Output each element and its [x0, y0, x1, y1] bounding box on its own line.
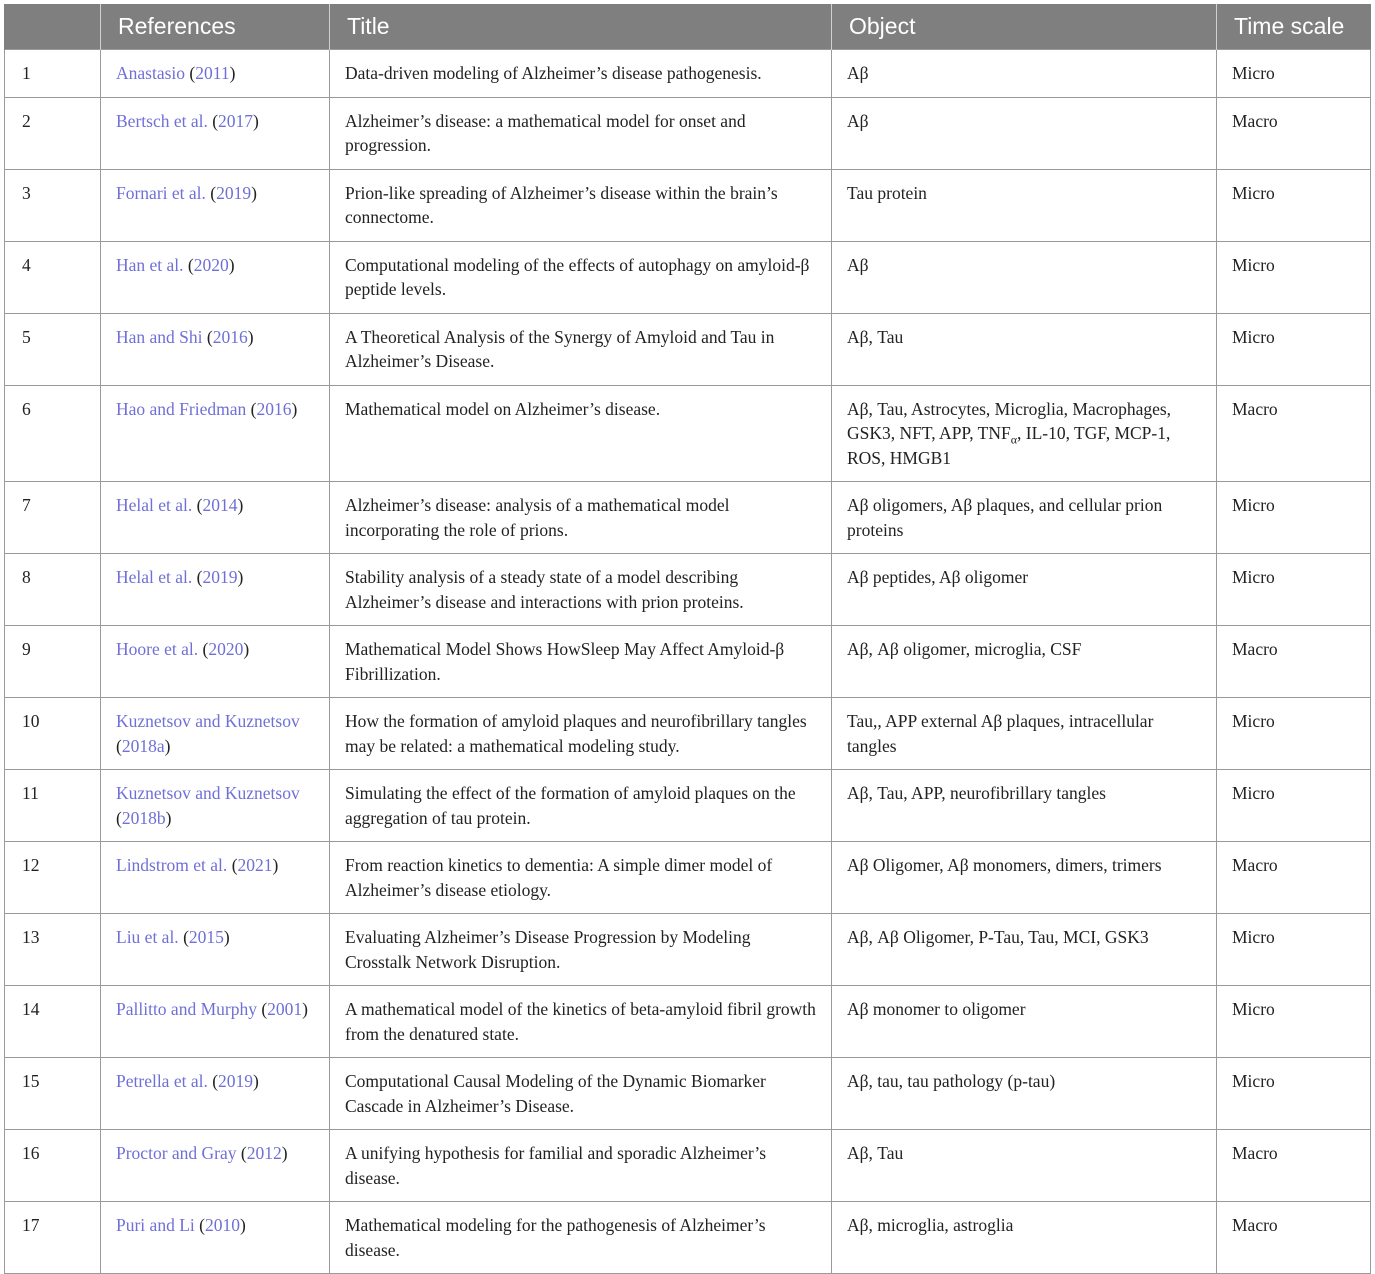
title-cell: Mathematical modeling for the pathogenesis of Alzheimer’s disease.: [330, 1202, 832, 1274]
reference-year-link[interactable]: 2017: [218, 110, 254, 131]
reference-author-link[interactable]: Kuznetsov and Kuznetsov: [116, 711, 300, 731]
table-row: [5, 914, 1371, 986]
reference-author-link[interactable]: Petrella et al.: [116, 1071, 208, 1091]
reference-cell: Bertsch et al. (2017): [101, 97, 330, 169]
title-cell: Alzheimer’s disease: analysis of a mathematical model incorporating the role of prions.: [330, 482, 832, 554]
time-scale-cell: Macro: [1217, 97, 1371, 169]
title-cell: A unifying hypothesis for familial and sporadic Alzheimer’s disease.: [330, 1130, 832, 1202]
time-scale-cell: Micro: [1217, 313, 1371, 385]
reference-author-link[interactable]: Hoore et al.: [116, 639, 199, 659]
reference-cell: Helal et al. (2019): [101, 554, 330, 626]
table-row: [5, 241, 1371, 313]
reference-year-link[interactable]: 2019: [218, 1071, 254, 1091]
object-cell: Aβ peptides, Aβ oligomer: [832, 554, 1217, 626]
title-cell: Mathematical model on Alzheimer’s disease.: [330, 385, 832, 482]
reference-year-link[interactable]: 2016: [256, 398, 292, 419]
title-cell: Simulating the effect of the formation of amyloid plaques on the aggregation of tau protein.: [330, 770, 832, 842]
table-row: [5, 554, 1371, 626]
time-scale-cell: Micro: [1217, 169, 1371, 241]
header-references: References: [101, 4, 330, 50]
reference-year-link[interactable]: 2012: [246, 1143, 282, 1163]
reference-cell: Fornari et al. (2019): [101, 169, 330, 241]
header-time-scale: Time scale: [1217, 4, 1371, 50]
reference-author-link[interactable]: Han et al.: [116, 254, 184, 275]
object-cell: Aβ, Tau: [832, 313, 1217, 385]
reference-cell: Hao and Friedman (2016): [101, 385, 330, 482]
reference-year-link[interactable]: 2018b: [121, 807, 166, 828]
title-cell: Alzheimer’s disease: a mathematical model for onset and progression.: [330, 97, 832, 169]
reference-author-link[interactable]: Lindstrom et al.: [116, 855, 228, 875]
time-scale-cell: Micro: [1217, 482, 1371, 554]
reference-cell: Hoore et al. (2020): [101, 626, 330, 698]
table-row: [5, 1058, 1371, 1130]
reference-year-link[interactable]: 2018a: [121, 735, 165, 756]
reference-cell: Kuznetsov and Kuznetsov (2018a): [101, 698, 330, 770]
row-number: 3: [5, 169, 101, 241]
reference-cell: Pallitto and Murphy (2001): [101, 986, 330, 1058]
reference-year-link[interactable]: 2019: [216, 182, 252, 203]
object-cell: Aβ, Tau: [832, 1130, 1217, 1202]
row-number: 5: [5, 313, 101, 385]
table-row: [5, 770, 1371, 842]
reference-cell: Helal et al. (2014): [101, 482, 330, 554]
reference-author-link[interactable]: Helal et al.: [116, 567, 193, 587]
object-cell: Aβ: [832, 97, 1217, 169]
row-number: 15: [5, 1058, 101, 1130]
reference-author-link[interactable]: Helal et al.: [116, 495, 193, 515]
time-scale-cell: Macro: [1217, 1130, 1371, 1202]
object-cell: Aβ, tau, tau pathology (p-tau): [832, 1058, 1217, 1130]
reference-author-link[interactable]: Han and Shi: [116, 326, 203, 347]
title-cell: Computational modeling of the effects of autophagy on amyloid-β peptide levels.: [330, 241, 832, 313]
table-row: [5, 385, 1371, 482]
header-row: [5, 4, 1371, 50]
row-number: 7: [5, 482, 101, 554]
row-number: 17: [5, 1202, 101, 1274]
object-cell: Aβ oligomers, Aβ plaques, and cellular prion proteins: [832, 482, 1217, 554]
object-cell: Aβ: [832, 241, 1217, 313]
row-number: 14: [5, 986, 101, 1058]
object-cell: Aβ, Aβ oligomer, microglia, CSF: [832, 626, 1217, 698]
time-scale-cell: Micro: [1217, 770, 1371, 842]
reference-year-link[interactable]: 2020: [208, 639, 244, 659]
object-cell: Tau,, APP external Aβ plaques, intracellular tangles: [832, 698, 1217, 770]
object-cell: Aβ, Tau, APP, neurofibrillary tangles: [832, 770, 1217, 842]
table-row: [5, 50, 1371, 98]
title-cell: A mathematical model of the kinetics of beta-amyloid fibril growth from the denatured state.: [330, 986, 832, 1058]
table-row: [5, 1202, 1371, 1274]
table-row: [5, 698, 1371, 770]
row-number: 8: [5, 554, 101, 626]
time-scale-cell: Micro: [1217, 1058, 1371, 1130]
reference-author-link[interactable]: Liu et al.: [116, 927, 179, 947]
reference-cell: Kuznetsov and Kuznetsov (2018b): [101, 770, 330, 842]
table-row: [5, 97, 1371, 169]
header-object: Object: [832, 4, 1217, 50]
table-row: [5, 313, 1371, 385]
reference-year-link[interactable]: 2020: [193, 254, 229, 275]
table-row: [5, 169, 1371, 241]
title-cell: Data-driven modeling of Alzheimer’s disease pathogenesis.: [330, 50, 832, 98]
row-number: 13: [5, 914, 101, 986]
table-row: [5, 842, 1371, 914]
reference-year-link[interactable]: 2001: [267, 999, 303, 1019]
reference-year-link[interactable]: 2021: [237, 855, 273, 875]
header-title: Title: [330, 4, 832, 50]
reference-cell: Lindstrom et al. (2021): [101, 842, 330, 914]
object-cell: Aβ, Aβ Oligomer, P-Tau, Tau, MCI, GSK3: [832, 914, 1217, 986]
title-cell: Evaluating Alzheimer’s Disease Progression by Modeling Crosstalk Network Disruption.: [330, 914, 832, 986]
reference-author-link[interactable]: Proctor and Gray: [116, 1143, 237, 1163]
row-number: 9: [5, 626, 101, 698]
reference-author-link[interactable]: Bertsch et al.: [116, 110, 208, 131]
reference-author-link[interactable]: Puri and Li: [116, 1215, 195, 1235]
reference-cell: Puri and Li (2010): [101, 1202, 330, 1274]
references-table-container: [4, 4, 1370, 1274]
row-number: 6: [5, 385, 101, 482]
object-cell: Aβ Oligomer, Aβ monomers, dimers, trimers: [832, 842, 1217, 914]
reference-author-link[interactable]: Fornari et al.: [116, 182, 206, 203]
table-row: [5, 482, 1371, 554]
reference-author-link[interactable]: Hao and Friedman: [116, 398, 247, 419]
title-cell: Prion-like spreading of Alzheimer’s disease within the brain’s connectome.: [330, 169, 832, 241]
table-row: [5, 1130, 1371, 1202]
row-number: 16: [5, 1130, 101, 1202]
reference-author-link[interactable]: Anastasio: [116, 63, 186, 83]
reference-author-link[interactable]: Pallitto and Murphy: [116, 999, 257, 1019]
time-scale-cell: Micro: [1217, 698, 1371, 770]
title-cell: Computational Causal Modeling of the Dynamic Biomarker Cascade in Alzheimer’s Disease.: [330, 1058, 832, 1130]
time-scale-cell: Macro: [1217, 385, 1371, 482]
reference-cell: Han et al. (2020): [101, 241, 330, 313]
table-row: [5, 626, 1371, 698]
object-cell: Aβ monomer to oligomer: [832, 986, 1217, 1058]
row-number: 10: [5, 698, 101, 770]
row-number: 1: [5, 50, 101, 98]
reference-year-link[interactable]: 2010: [204, 1215, 240, 1235]
reference-cell: Petrella et al. (2019): [101, 1058, 330, 1130]
title-cell: Stability analysis of a steady state of a model describing Alzheimer’s disease and interactions with prion proteins.: [330, 554, 832, 626]
title-cell: Mathematical Model Shows HowSleep May Affect Amyloid-β Fibrillization.: [330, 626, 832, 698]
row-number: 12: [5, 842, 101, 914]
object-cell: Aβ, microglia, astroglia: [832, 1202, 1217, 1274]
time-scale-cell: Micro: [1217, 554, 1371, 626]
title-cell: From reaction kinetics to dementia: A simple dimer model of Alzheimer’s disease etiology.: [330, 842, 832, 914]
title-cell: A Theoretical Analysis of the Synergy of Amyloid and Tau in Alzheimer’s Disease.: [330, 313, 832, 385]
references-table: [4, 4, 1371, 1274]
reference-year-link[interactable]: 2016: [212, 326, 248, 347]
time-scale-cell: Micro: [1217, 241, 1371, 313]
table-body: [5, 50, 1371, 1274]
time-scale-cell: Macro: [1217, 1202, 1371, 1274]
reference-cell: Proctor and Gray (2012): [101, 1130, 330, 1202]
row-number: 11: [5, 770, 101, 842]
reference-cell: Liu et al. (2015): [101, 914, 330, 986]
object-cell: Aβ: [832, 50, 1217, 98]
reference-year-link[interactable]: 2014: [202, 495, 238, 515]
title-cell: How the formation of amyloid plaques and neurofibrillary tangles may be related: a mathematical modeling study.: [330, 698, 832, 770]
time-scale-cell: Macro: [1217, 626, 1371, 698]
reference-cell: Han and Shi (2016): [101, 313, 330, 385]
time-scale-cell: Micro: [1217, 914, 1371, 986]
reference-author-link[interactable]: Kuznetsov and Kuznetsov: [116, 783, 300, 803]
row-number: 2: [5, 97, 101, 169]
time-scale-cell: Micro: [1217, 986, 1371, 1058]
reference-year-link[interactable]: 2011: [195, 63, 230, 83]
time-scale-cell: Micro: [1217, 50, 1371, 98]
object-cell: Tau protein: [832, 169, 1217, 241]
reference-cell: Anastasio (2011): [101, 50, 330, 98]
reference-year-link[interactable]: 2015: [188, 927, 224, 947]
header-index: [5, 4, 101, 50]
reference-year-link[interactable]: 2019: [202, 567, 238, 587]
object-cell: Aβ, Tau, Astrocytes, Microglia, Macrophages, GSK3, NFT, APP, $TNF_\alpha$, IL-10, TGF, MCP-1, ROS, HMGB1: [832, 385, 1217, 482]
alpha-subscript: α: [1010, 432, 1018, 447]
row-number: 4: [5, 241, 101, 313]
table-row: [5, 986, 1371, 1058]
time-scale-cell: Macro: [1217, 842, 1371, 914]
